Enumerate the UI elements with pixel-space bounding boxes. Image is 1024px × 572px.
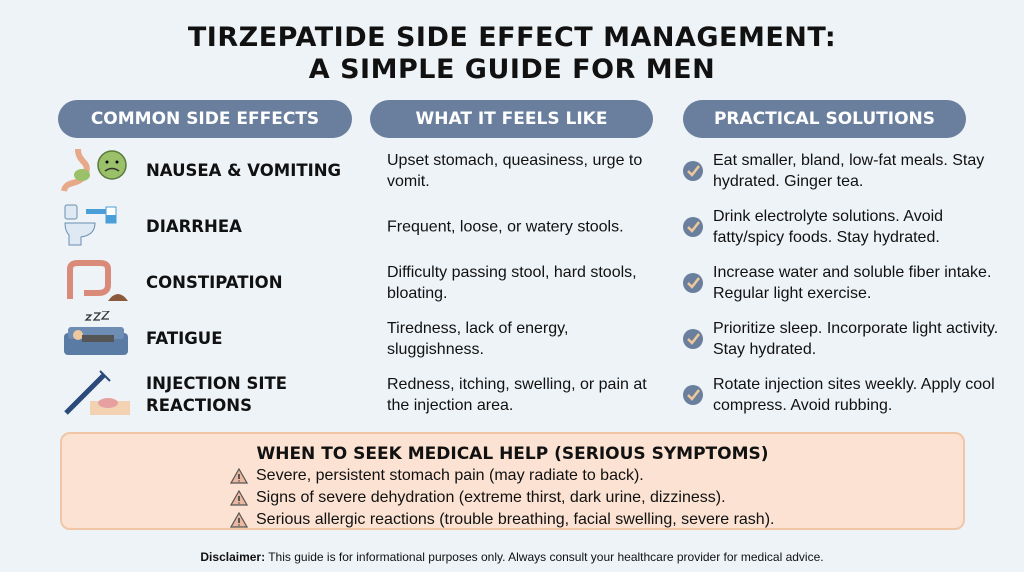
feels-like-text: Difficulty passing stool, hard stools, bloating. xyxy=(387,264,637,302)
solution-text: Prioritize sleep. Incorporate light activity. Stay hydrated. xyxy=(713,320,999,358)
warning-icon xyxy=(230,468,248,484)
side-effect-row xyxy=(0,367,1024,423)
header-common-side-effects: COMMON SIDE EFFECTS xyxy=(58,100,352,138)
solution-text: Increase water and soluble fiber intake. Regular light exercise. xyxy=(713,264,992,302)
warning-item xyxy=(230,465,963,487)
feels-like-text: Upset stomach, queasiness, urge to vomit. xyxy=(387,152,643,190)
solution-text: Rotate injection sites weekly. Apply cool compress. Avoid rubbing. xyxy=(713,376,995,414)
disclaimer xyxy=(0,550,1024,564)
feels-like-text: Tiredness, lack of energy, sluggishness. xyxy=(387,320,569,358)
header-what-it-feels-like: WHAT IT FEELS LIKE xyxy=(370,100,653,138)
header-practical-solutions: PRACTICAL SOLUTIONS xyxy=(683,100,966,138)
warning-text: Severe, persistent stomach pain (may radiate to back). xyxy=(256,467,644,484)
title-line-2: A SIMPLE GUIDE FOR MEN xyxy=(308,54,716,85)
solution-text: Eat smaller, bland, low-fat meals. Stay hydrated. Ginger tea. xyxy=(713,152,985,190)
side-effect-row xyxy=(0,311,1024,367)
warning-item xyxy=(230,509,963,531)
check-icon xyxy=(683,217,703,237)
warning-icon xyxy=(230,490,248,506)
medical-help-box xyxy=(60,432,965,530)
disclaimer-label: Disclaimer: xyxy=(200,550,266,564)
title-line-1: TIRZEPATIDE SIDE EFFECT MANAGEMENT: xyxy=(187,22,837,53)
side-effect-row xyxy=(0,199,1024,255)
page-title xyxy=(0,22,1024,86)
warning-text: Serious allergic reactions (trouble breathing, facial swelling, severe rash). xyxy=(256,511,775,528)
side-effect-row xyxy=(0,143,1024,199)
check-icon xyxy=(683,161,703,181)
warning-item xyxy=(230,487,963,509)
side-effect-name: CONSTIPATION xyxy=(146,273,283,292)
sleeping-couch-icon xyxy=(60,311,135,361)
toilet-icon xyxy=(60,199,135,249)
warning-list xyxy=(62,465,963,531)
side-effect-name: NAUSEA & VOMITING xyxy=(146,161,342,180)
syringe-icon xyxy=(60,367,135,417)
side-effect-name: DIARRHEA xyxy=(146,217,242,236)
stomach-nausea-icon xyxy=(60,143,135,193)
check-icon xyxy=(683,273,703,293)
warning-text: Signs of severe dehydration (extreme thirst, dark urine, dizziness). xyxy=(256,489,726,506)
feels-like-text: Frequent, loose, or watery stools. xyxy=(387,218,624,236)
intestine-icon xyxy=(60,255,135,305)
side-effect-name: INJECTION SITE REACTIONS xyxy=(146,374,287,415)
warning-icon xyxy=(230,512,248,528)
medical-help-title: WHEN TO SEEK MEDICAL HELP (SERIOUS SYMPTOMS) xyxy=(256,444,769,464)
check-icon xyxy=(683,385,703,405)
solution-text: Drink electrolyte solutions. Avoid fatty/spicy foods. Stay hydrated. xyxy=(713,208,944,246)
feels-like-text: Redness, itching, swelling, or pain at the injection area. xyxy=(387,376,647,414)
check-icon xyxy=(683,329,703,349)
side-effect-row xyxy=(0,255,1024,311)
side-effect-name: FATIGUE xyxy=(146,329,223,348)
disclaimer-text: This guide is for informational purposes only. Always consult your healthcare provider for medical advice. xyxy=(265,550,824,564)
